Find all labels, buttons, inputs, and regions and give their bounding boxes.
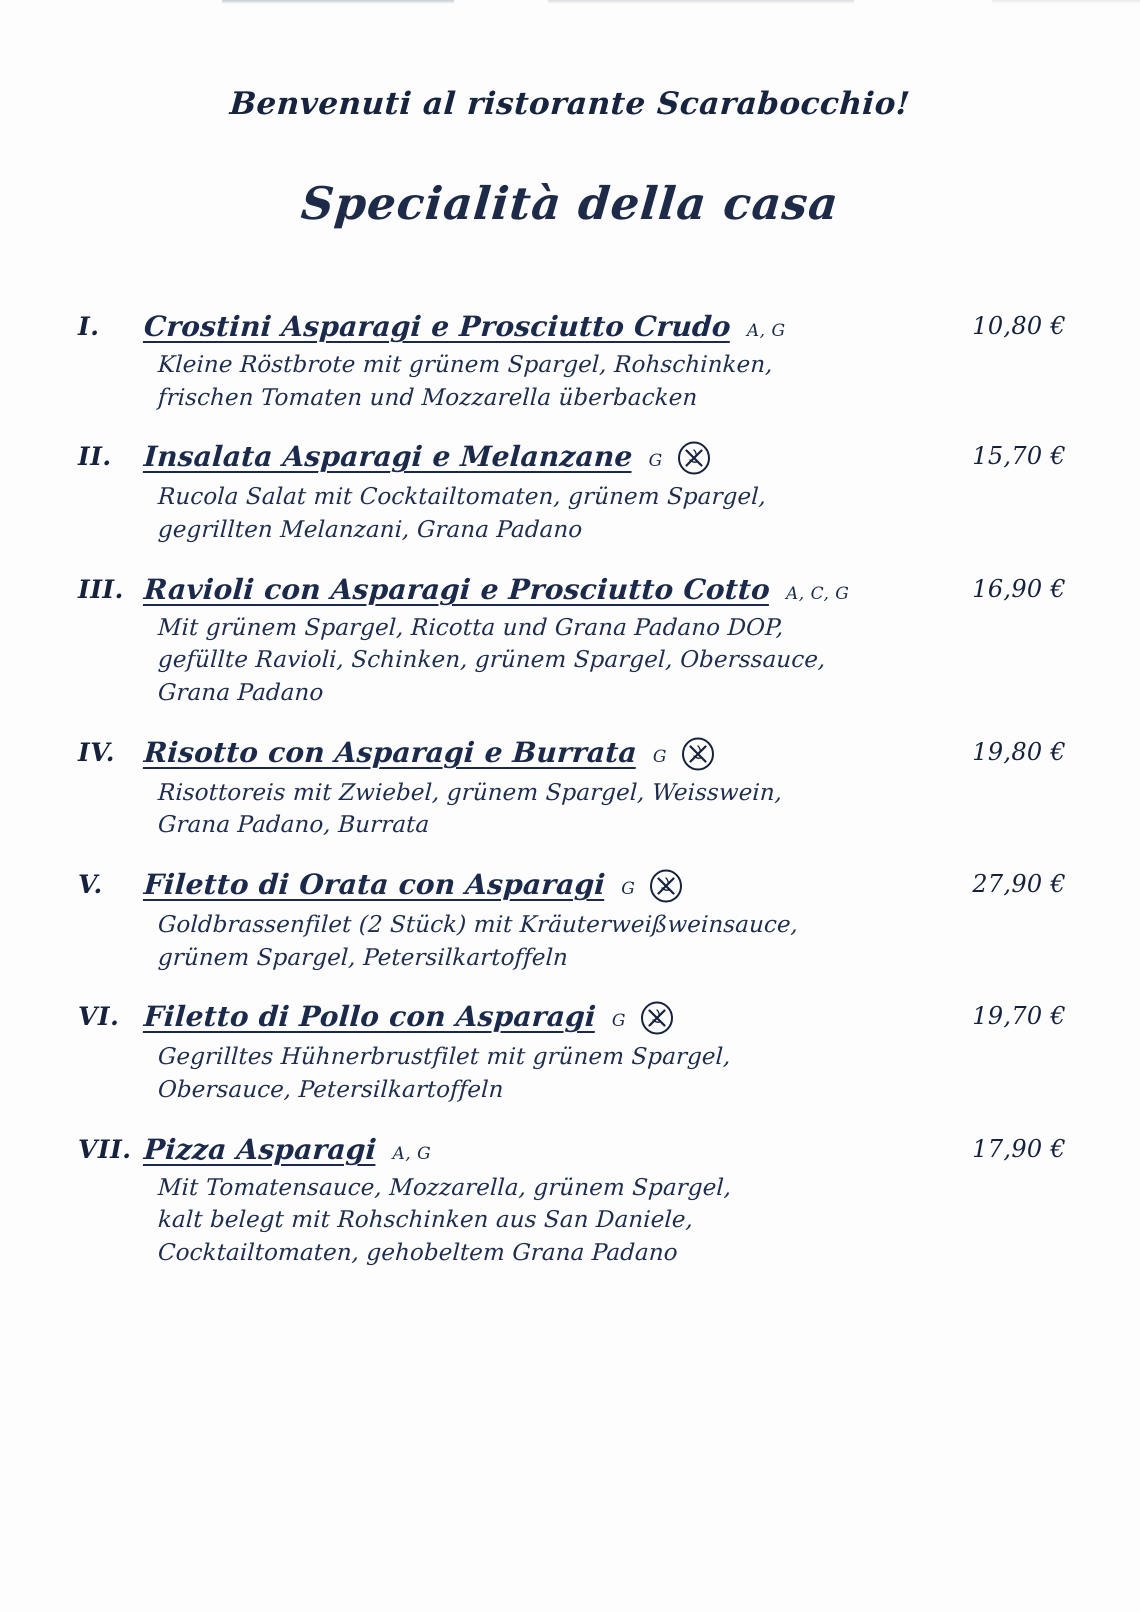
dish-description-line: Risottoreis mit Zwiebel, grünem Spargel, Weisswein, <box>157 779 783 806</box>
dish-name: Insalata Asparagi e Melanzane <box>142 440 634 474</box>
menu-item[interactable] <box>78 1133 1066 1270</box>
scan-edge-artifact <box>222 0 454 4</box>
dish-description-line: Grana Padano, Burrata <box>157 812 430 839</box>
dish-allergens: A, G <box>746 321 786 341</box>
dish-description <box>158 349 1066 414</box>
dish-price: 15,70 € <box>972 442 1066 471</box>
menu-item[interactable] <box>78 868 1066 974</box>
dish-name: Crostini Asparagi e Prosciutto Crudo <box>142 310 733 343</box>
dish-description <box>158 1172 1066 1270</box>
dish-allergens: G <box>611 1011 626 1032</box>
dish-price: 10,80 € <box>972 312 1066 340</box>
dish-allergens: A, C, G <box>786 583 850 604</box>
dish-description-line: grünem Spargel, Petersilkartoffeln <box>157 944 569 971</box>
section-title: Specialità della casa <box>299 177 841 230</box>
dish-name: Filetto di Pollo con Asparagi <box>142 1000 598 1034</box>
gluten-free-icon <box>677 441 711 475</box>
dish-price: 19,80 € <box>972 737 1066 766</box>
dish-numeral: V. <box>78 869 103 899</box>
menu-header <box>0 0 1140 230</box>
menu-item[interactable] <box>78 310 1066 414</box>
dish-name: Risotto con Asparagi e Burrata <box>142 735 638 769</box>
dish-allergens: G <box>652 746 667 767</box>
scan-edge-artifact <box>992 0 1140 4</box>
dish-description <box>158 909 1066 974</box>
dish-description-line: Grana Padano <box>157 679 325 706</box>
dish-description-line: Goldbrassenfilet (2 Stück) mit Kräuterweißweinsauce, <box>157 911 799 938</box>
welcome-title: Benvenuti al ristorante Scarabocchio! <box>228 86 912 122</box>
scan-edge-artifact <box>548 0 854 4</box>
dish-price: 16,90 € <box>972 574 1066 603</box>
dish-description <box>158 777 1066 842</box>
dish-description <box>158 481 1066 546</box>
dish-name: Filetto di Orata con Asparagi <box>142 867 607 901</box>
menu-item[interactable] <box>78 573 1066 710</box>
dish-description <box>158 1041 1066 1106</box>
dish-description-line: Obersauce, Petersilkartoffeln <box>157 1076 505 1103</box>
dish-numeral: III. <box>78 574 124 604</box>
dish-numeral: VI. <box>78 1002 120 1032</box>
dish-allergens: G <box>648 451 663 472</box>
dish-description-line: Mit grünem Spargel, Ricotta und Grana Padano DOP, <box>157 614 785 641</box>
dish-description-line: Mit Tomatensauce, Mozzarella, grünem Spargel, <box>157 1174 732 1201</box>
dish-description-line: kalt belegt mit Rohschinken aus San Daniele, <box>157 1207 694 1234</box>
menu-item[interactable] <box>78 1000 1066 1106</box>
dish-allergens: A, G <box>392 1143 432 1164</box>
dish-numeral: II. <box>78 442 112 472</box>
dish-allergens: G <box>621 878 636 899</box>
dish-numeral: VII. <box>78 1134 132 1164</box>
dish-numeral: I. <box>78 312 100 341</box>
dish-description-line: frischen Tomaten und Mozzarella überbacken <box>157 384 699 411</box>
gluten-free-icon <box>640 1001 674 1035</box>
gluten-free-icon <box>681 737 715 771</box>
dish-description-line: Gegrilltes Hühnerbrustfilet mit grünem Spargel, <box>157 1044 732 1071</box>
menu-item[interactable] <box>78 440 1066 546</box>
dish-description-line: gefüllte Ravioli, Schinken, grünem Spargel, Oberssauce, <box>157 647 827 674</box>
dish-description-line: gegrillten Melanzani, Grana Padano <box>157 516 584 543</box>
dish-numeral: IV. <box>78 737 115 767</box>
dish-description-line: Cocktailtomaten, gehobeltem Grana Padano <box>157 1239 679 1266</box>
dish-name: Pizza Asparagi <box>142 1132 378 1166</box>
menu-item-list <box>0 310 1140 1270</box>
dish-description <box>158 612 1066 710</box>
dish-price: 27,90 € <box>972 869 1066 898</box>
gluten-free-icon <box>649 869 683 903</box>
dish-description-line: Kleine Röstbrote mit grünem Spargel, Rohschinken, <box>157 352 774 378</box>
dish-price: 19,70 € <box>972 1002 1066 1031</box>
dish-description-line: Rucola Salat mit Cocktailtomaten, grünem Spargel, <box>157 484 767 511</box>
menu-item[interactable] <box>78 736 1066 842</box>
dish-name: Ravioli con Asparagi e Prosciutto Cotto <box>142 572 772 606</box>
dish-price: 17,90 € <box>972 1134 1066 1163</box>
